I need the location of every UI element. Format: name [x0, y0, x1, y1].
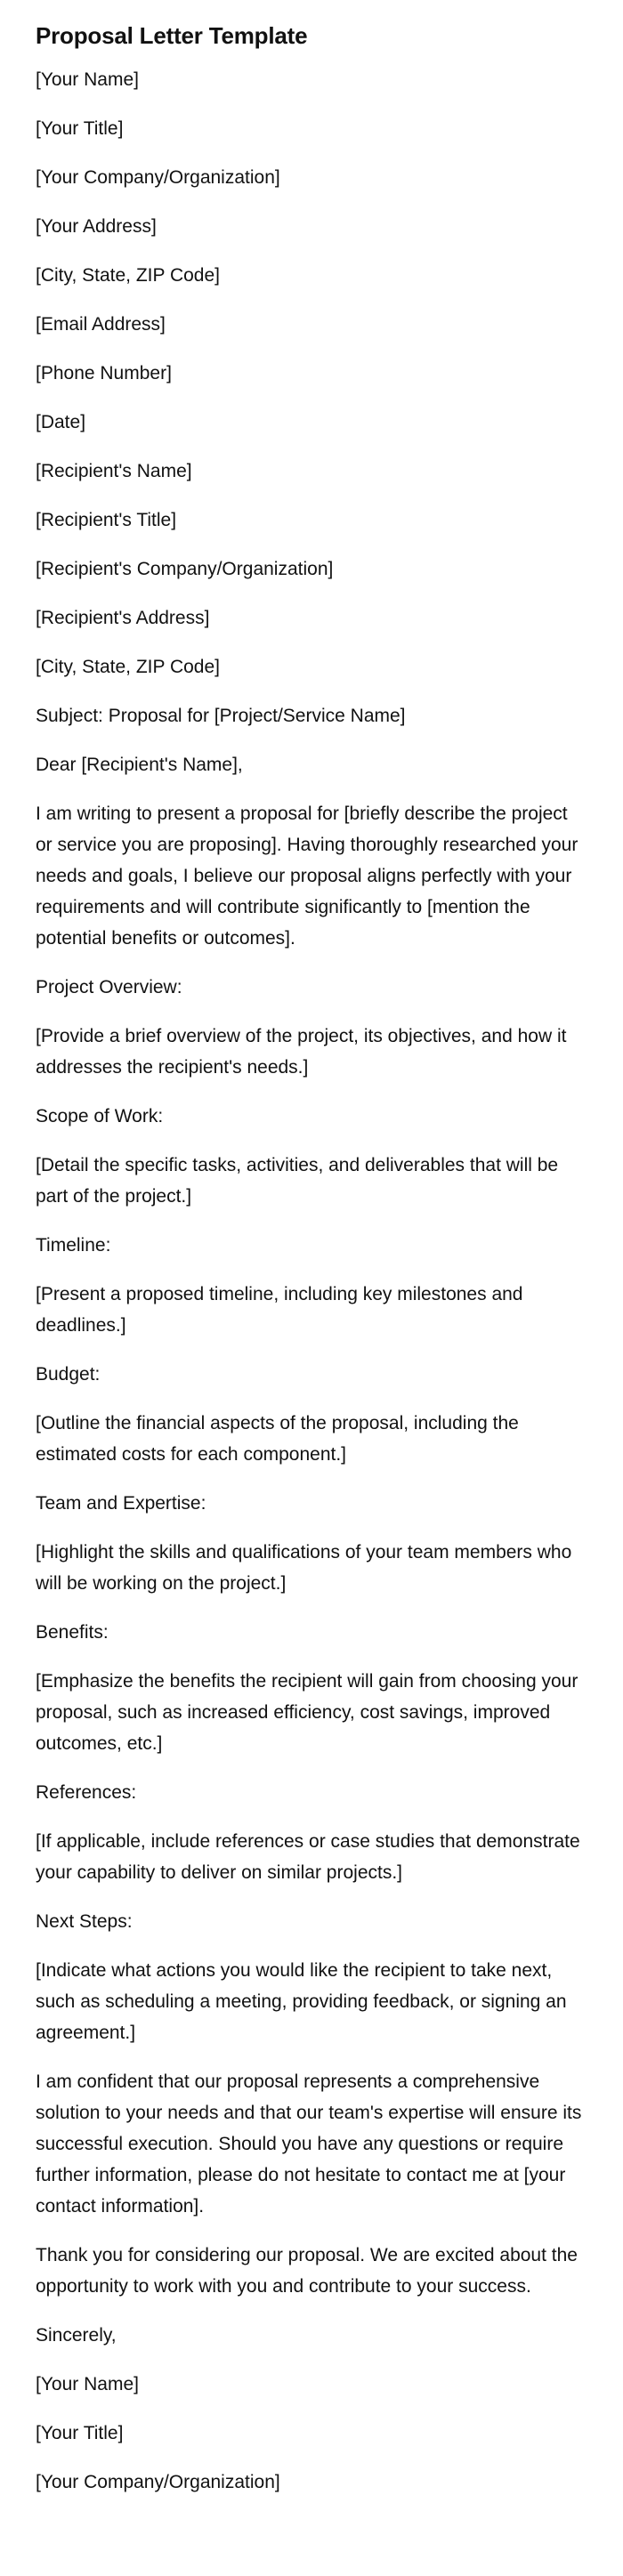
section-body-project-overview: [Provide a brief overview of the project, its objectives, and how it addresses the recipient's needs.]: [36, 1026, 567, 1078]
section-body-team-expertise: [Highlight the skills and qualifications of your team members who will be working on the project.]: [36, 1542, 572, 1594]
closing: Sincerely,: [36, 2325, 117, 2346]
section-body-benefits: [Emphasize the benefits the recipient will gain from choosing your proposal, such as increased efficiency, cost savings, improved outcomes, etc.]: [36, 1671, 578, 1754]
letter-date: [Date]: [36, 412, 86, 432]
section-body-scope-of-work: [Detail the specific tasks, activities, and deliverables that will be part of the project.]: [36, 1155, 559, 1207]
section-heading-benefits: Benefits:: [36, 1622, 109, 1643]
section-heading-team-expertise: Team and Expertise:: [36, 1493, 206, 1514]
recipient-title: [Recipient's Title]: [36, 510, 177, 530]
sender-city-state-zip: [City, State, ZIP Code]: [36, 265, 220, 286]
section-body-references: [If applicable, include references or case studies that demonstrate your capability to deliver on similar projects.]: [36, 1831, 580, 1883]
thank-you-paragraph: Thank you for considering our proposal. We are excited about the opportunity to work with you and contribute to your success.: [36, 2245, 578, 2297]
signature-name: [Your Name]: [36, 2374, 139, 2394]
sender-phone: [Phone Number]: [36, 363, 172, 384]
recipient-name: [Recipient's Name]: [36, 461, 192, 481]
signature-title: [Your Title]: [36, 2423, 124, 2443]
sender-email: [Email Address]: [36, 314, 166, 335]
signature-organization: [Your Company/Organization]: [36, 2472, 280, 2492]
salutation: Dear [Recipient's Name],: [36, 755, 243, 775]
section-body-timeline: [Present a proposed timeline, including key milestones and deadlines.]: [36, 1284, 523, 1336]
section-heading-references: References:: [36, 1782, 137, 1803]
section-heading-scope-of-work: Scope of Work:: [36, 1106, 164, 1126]
sender-name: [Your Name]: [36, 69, 139, 90]
recipient-address: [Recipient's Address]: [36, 608, 210, 628]
confidence-paragraph: I am confident that our proposal represents a comprehensive solution to your needs and that our team's expertise will ensure its successful execution. Should you have any questions or require further information, please do not hesitate to contact me at [your contact information].: [36, 2071, 582, 2217]
section-heading-timeline: Timeline:: [36, 1235, 111, 1256]
recipient-city-state-zip: [City, State, ZIP Code]: [36, 657, 220, 677]
section-heading-next-steps: Next Steps:: [36, 1911, 133, 1932]
section-heading-project-overview: Project Overview:: [36, 977, 182, 997]
sender-organization: [Your Company/Organization]: [36, 167, 280, 188]
section-body-next-steps: [Indicate what actions you would like the recipient to take next, such as scheduling a meeting, providing feedback, or signing an agreement.]: [36, 1960, 567, 2043]
intro-paragraph: I am writing to present a proposal for [briefly describe the project or service you are proposing]. Having thoroughly researched your needs and goals, I believe our proposal aligns perfectly with your requirements and will contribute significantly to [mention the potential benefits or outcomes].: [36, 803, 578, 949]
recipient-organization: [Recipient's Company/Organization]: [36, 559, 334, 579]
document-title: Proposal Letter Template: [36, 22, 308, 49]
subject-line: Subject: Proposal for [Project/Service Name]: [36, 706, 406, 726]
sender-title: [Your Title]: [36, 118, 124, 139]
section-body-budget: [Outline the financial aspects of the proposal, including the estimated costs for each component.]: [36, 1413, 519, 1465]
sender-address: [Your Address]: [36, 216, 157, 237]
section-heading-budget: Budget:: [36, 1364, 101, 1385]
